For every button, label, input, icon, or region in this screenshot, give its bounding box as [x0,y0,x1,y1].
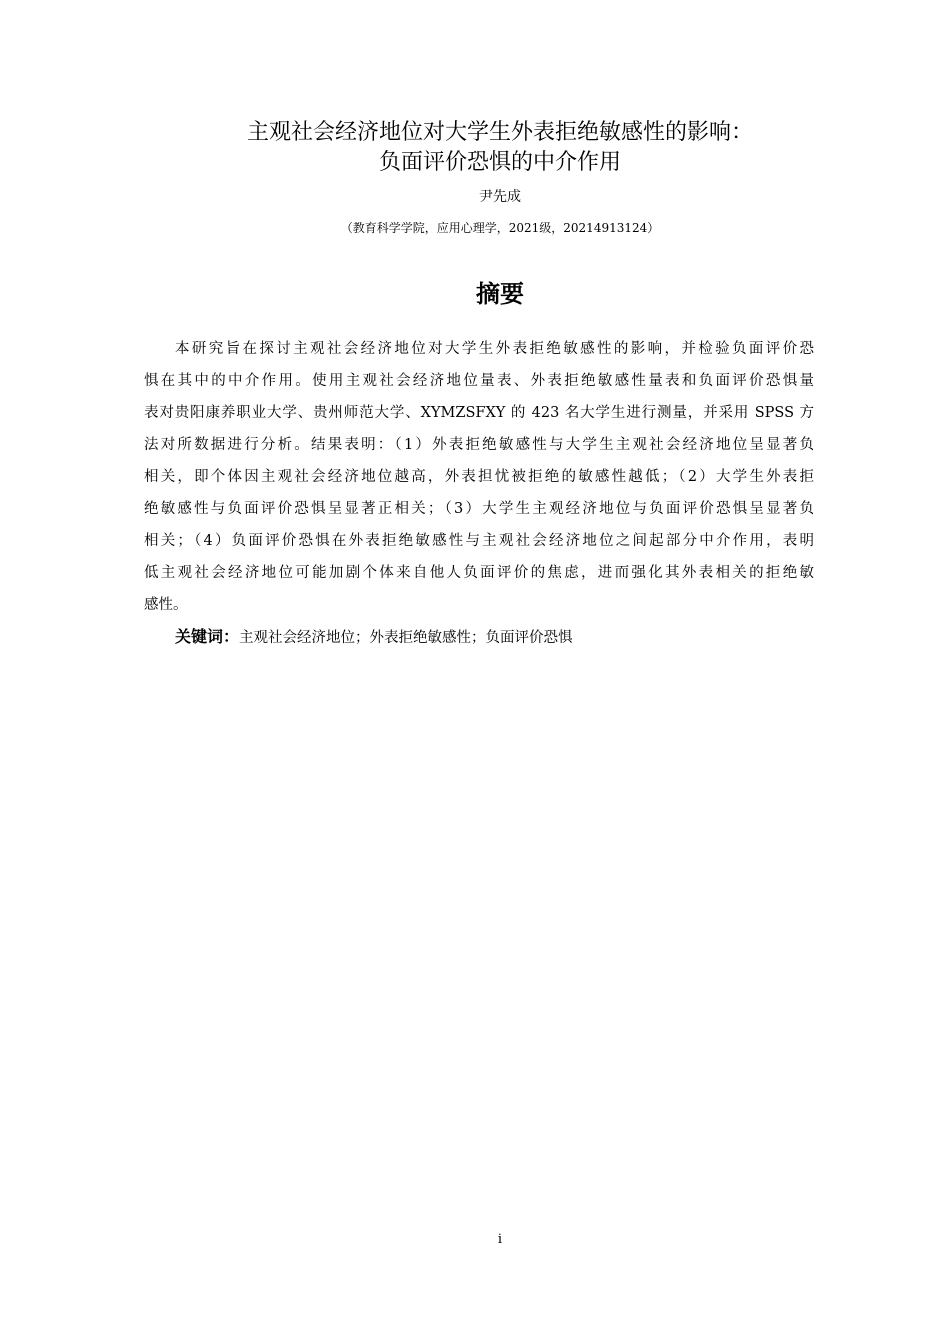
abstract-line: 感性。 [144,597,188,613]
title-line-1: 主观社会经济地位对大学生外表拒绝敏感性的影响： [246,120,753,145]
abstract-body [144,336,814,624]
title-line-2: 负面评价恐惧的中介作用 [378,150,621,175]
abstract-line: 本研究旨在探讨主观社会经济地位对大学生外表拒绝敏感性的影响，并检验负面评价恐 [175,341,814,357]
abstract-heading: 摘要 [476,280,524,308]
abstract-line: 相关，即个体因主观社会经济地位越高，外表担忧被拒绝的敏感性越低；（2）大学生外表拒 [144,469,814,485]
abstract-line: 表对贵阳康养职业大学、贵州师范大学、XYMZSFXY 的 423 名大学生进行测量，并采用 SPSS 方 [144,405,814,421]
abstract-line: 惧在其中的中介作用。使用主观社会经济地位量表、外表拒绝敏感性量表和负面评价恐惧量 [144,373,814,389]
abstract-line: 相关；（4）负面评价恐惧在外表拒绝敏感性与主观社会经济地位之间起部分中介作用，表明 [144,533,814,549]
abstract-line: 法对所数据进行分析。结果表明：（1）外表拒绝敏感性与大学生主观社会经济地位呈显著负 [144,437,814,453]
keywords [175,624,573,647]
abstract-line: 低主观社会经济地位可能加剧个体来自他人负面评价的焦虑，进而强化其外表相关的拒绝敏 [144,565,814,581]
affiliation: （教育科学学院，应用心理学，2021级，20214913124） [340,221,660,235]
keywords-text: 主观社会经济地位；外表拒绝敏感性；负面评价恐惧 [239,630,573,646]
page-number: i [497,1232,503,1247]
author: 尹先成 [479,189,521,205]
keywords-label: 关键词： [175,627,240,646]
abstract-line: 绝敏感性与负面评价恐惧呈显著正相关；（3）大学生主观经济地位与负面评价恐惧呈显著负 [144,501,814,517]
